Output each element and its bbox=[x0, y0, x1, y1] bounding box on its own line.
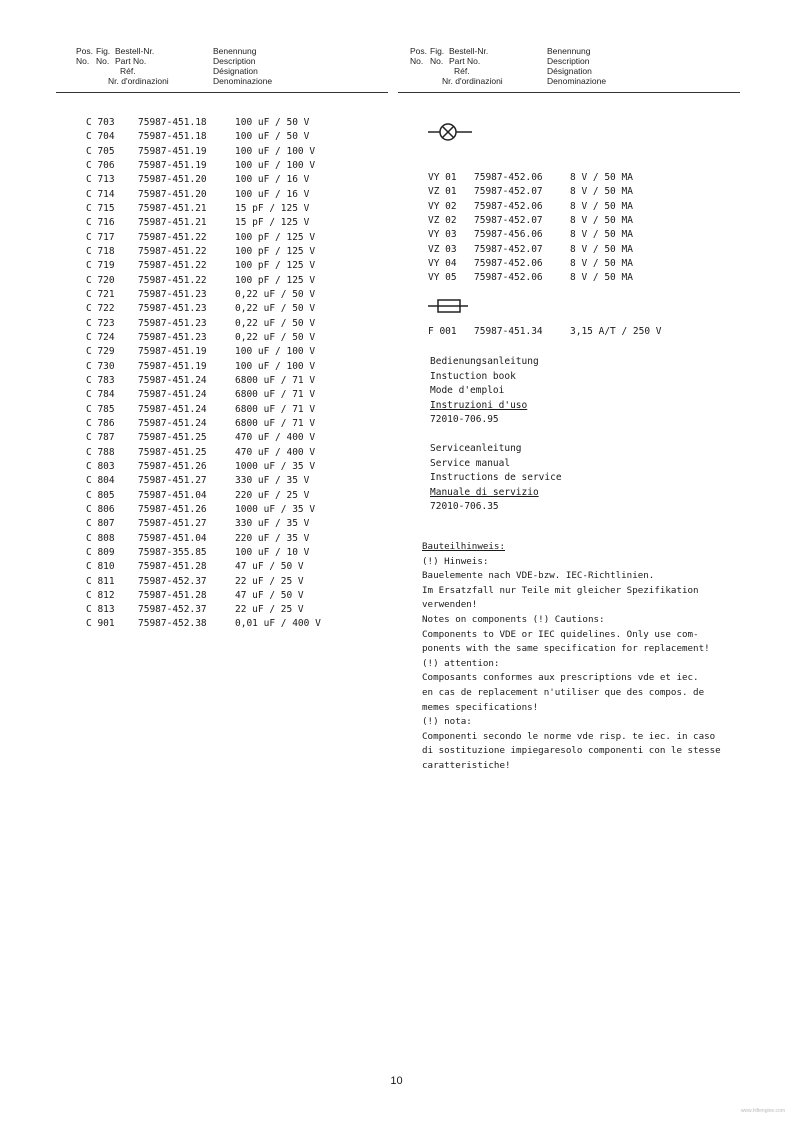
part-value: 0,22 uF / 50 V bbox=[235, 303, 316, 315]
fuse-value: 3,15 A/T / 250 V bbox=[570, 326, 662, 337]
notes-line: di sostituzione impiegaresolo componenti con le stesse bbox=[422, 745, 721, 757]
position-number: C 718 bbox=[86, 245, 115, 257]
part-value: 100 uF / 100 V bbox=[235, 346, 316, 358]
position-number: C 715 bbox=[86, 202, 115, 214]
notes-line: caratteristiche! bbox=[422, 759, 511, 771]
part-number: 75987-451.22 bbox=[138, 231, 207, 243]
position-number: C 713 bbox=[86, 174, 115, 186]
service-manual-block bbox=[430, 442, 562, 515]
part-value: 100 uF / 100 V bbox=[235, 159, 316, 171]
part-value: 15 pF / 125 V bbox=[235, 202, 310, 214]
part-number: 75987-451.26 bbox=[138, 503, 207, 515]
position-number: C 723 bbox=[86, 317, 115, 329]
position-number: C 809 bbox=[86, 546, 115, 558]
watermark: www.hifiengine.com bbox=[740, 1108, 785, 1114]
notes-title: Bauteilhinweis: bbox=[422, 541, 505, 552]
part-number: 75987-451.26 bbox=[138, 460, 207, 472]
part-value: 0,22 uF / 50 V bbox=[235, 331, 316, 343]
position-number: C 721 bbox=[86, 288, 115, 300]
position-number: C 720 bbox=[86, 274, 115, 286]
position-number: C 813 bbox=[86, 604, 115, 616]
part-number: 75987-451.21 bbox=[138, 217, 207, 229]
position-number: C 806 bbox=[86, 503, 115, 515]
desc-label-fr: Désignation bbox=[547, 66, 592, 76]
part-value: 0,22 uF / 50 V bbox=[235, 317, 316, 329]
service-manual-de: Serviceanleitung bbox=[430, 443, 522, 454]
operating-manual-en: Instuction book bbox=[430, 370, 516, 382]
part-number: 75987-451.24 bbox=[138, 389, 207, 401]
part-number: 75987-452.07 bbox=[474, 243, 543, 255]
part-number: 75987-451.20 bbox=[138, 188, 207, 200]
part-number: 75987-451.25 bbox=[138, 446, 207, 458]
operating-manual-de: Bedienungsanleitung bbox=[430, 356, 539, 367]
partno-label-en: Part No. bbox=[115, 56, 147, 66]
desc-label-de: Benennung bbox=[547, 46, 591, 56]
part-number: 75987-452.37 bbox=[138, 604, 207, 616]
fuse-pos: F 001 bbox=[428, 326, 457, 337]
part-number: 75987-451.22 bbox=[138, 245, 207, 257]
part-value: 6800 uF / 71 V bbox=[235, 403, 316, 415]
position-number: C 717 bbox=[86, 231, 115, 243]
notes-line: Bauelemente nach VDE-bzw. IEC-Richtlinien. bbox=[422, 570, 655, 582]
service-manual-fr: Instructions de service bbox=[430, 472, 562, 483]
fuse-part-number: 75987-451.34 bbox=[474, 326, 543, 337]
part-number: 75987-451.04 bbox=[138, 489, 207, 501]
position-number: C 788 bbox=[86, 446, 115, 458]
fig-label: Fig. bbox=[430, 46, 445, 56]
part-number: 75987-451.22 bbox=[138, 260, 207, 272]
position-number: VY 04 bbox=[428, 257, 457, 269]
part-value: 6800 uF / 71 V bbox=[235, 374, 316, 386]
partno-label-it: Nr. d'ordinazioni bbox=[442, 76, 503, 86]
desc-label-it: Denominazione bbox=[213, 76, 273, 86]
part-value: 100 uF / 16 V bbox=[235, 174, 310, 186]
position-number: C 808 bbox=[86, 532, 115, 544]
part-number: 75987-451.25 bbox=[138, 432, 207, 444]
part-value: 100 pF / 125 V bbox=[235, 260, 316, 272]
service-manual-it: Manuale di servizio bbox=[430, 486, 539, 498]
position-number: C 785 bbox=[86, 403, 115, 415]
part-number: 75987-452.06 bbox=[474, 200, 543, 212]
notes-line: (!) nota: bbox=[422, 716, 472, 728]
part-number: 75987-452.07 bbox=[474, 214, 543, 226]
desc-label-it: Denominazione bbox=[547, 76, 607, 86]
position-number: C 803 bbox=[86, 460, 115, 472]
component-notes bbox=[422, 540, 721, 774]
part-value: 100 uF / 100 V bbox=[235, 145, 316, 157]
part-number: 75987-452.06 bbox=[474, 272, 543, 284]
part-value: 220 uF / 25 V bbox=[235, 489, 310, 501]
notes-line: memes specifications! bbox=[422, 701, 539, 713]
position-number: C 810 bbox=[86, 561, 115, 573]
fig-label-2: No. bbox=[96, 56, 110, 66]
position-number: C 783 bbox=[86, 374, 115, 386]
position-number: VY 05 bbox=[428, 272, 457, 284]
position-number: C 787 bbox=[86, 432, 115, 444]
partno-label-fr: Réf. bbox=[454, 66, 470, 76]
part-number: 75987-355.85 bbox=[138, 546, 207, 558]
part-number: 75987-451.23 bbox=[138, 288, 207, 300]
position-number: C 705 bbox=[86, 145, 115, 157]
position-number: VY 02 bbox=[428, 200, 457, 212]
notes-line: (!) attention: bbox=[422, 657, 500, 669]
part-value: 100 pF / 125 V bbox=[235, 274, 316, 286]
desc-label-de: Benennung bbox=[213, 46, 257, 56]
part-number: 75987-452.06 bbox=[474, 257, 543, 269]
part-number: 75987-451.19 bbox=[138, 360, 207, 372]
notes-line: ponents with the same specification for replacement! bbox=[422, 643, 710, 655]
part-number: 75987-451.18 bbox=[138, 117, 207, 128]
position-number: C 716 bbox=[86, 217, 115, 229]
position-number: C 722 bbox=[86, 303, 115, 315]
pos-label-2: No. bbox=[410, 56, 424, 66]
position-number: C 901 bbox=[86, 618, 115, 630]
part-number: 75987-451.23 bbox=[138, 317, 207, 329]
part-number: 75987-452.06 bbox=[474, 172, 543, 183]
notes-line: (!) Hinweis: bbox=[422, 555, 489, 567]
position-number: VZ 02 bbox=[428, 214, 457, 226]
fuse-symbol-icon bbox=[428, 298, 474, 314]
position-number: VY 03 bbox=[428, 229, 457, 241]
part-value: 1000 uF / 35 V bbox=[235, 503, 316, 515]
part-value: 100 uF / 100 V bbox=[235, 360, 316, 372]
part-value: 100 uF / 10 V bbox=[235, 546, 310, 558]
header-rule-left bbox=[56, 92, 388, 93]
part-value: 100 uF / 50 V bbox=[235, 131, 310, 143]
part-number: 75987-451.24 bbox=[138, 374, 207, 386]
partno-label-de: Bestell-Nr. bbox=[449, 46, 489, 56]
pos-label: Pos. bbox=[410, 46, 428, 56]
position-number: C 706 bbox=[86, 159, 115, 171]
part-value: 0,01 uF / 400 V bbox=[235, 618, 321, 630]
part-number: 75987-452.07 bbox=[474, 186, 543, 198]
pos-label-2: No. bbox=[76, 56, 90, 66]
position-number: C 714 bbox=[86, 188, 115, 200]
operating-manual-block bbox=[430, 355, 539, 428]
part-value: 8 V / 50 MA bbox=[570, 272, 633, 284]
part-number: 75987-451.19 bbox=[138, 145, 207, 157]
position-number: C 805 bbox=[86, 489, 115, 501]
position-number: C 724 bbox=[86, 331, 115, 343]
desc-label-fr: Désignation bbox=[213, 66, 258, 76]
part-number: 75987-451.20 bbox=[138, 174, 207, 186]
part-value: 330 uF / 35 V bbox=[235, 518, 310, 530]
position-number: C 807 bbox=[86, 518, 115, 530]
desc-label-en: Description bbox=[547, 56, 590, 66]
service-manual-number: 72010-706.35 bbox=[430, 501, 499, 512]
position-number: C 704 bbox=[86, 131, 115, 143]
notes-line: Notes on components (!) Cautions: bbox=[422, 613, 605, 625]
part-value: 8 V / 50 MA bbox=[570, 229, 633, 241]
partno-label-fr: Réf. bbox=[120, 66, 136, 76]
part-number: 75987-452.38 bbox=[138, 618, 207, 630]
part-number: 75987-451.19 bbox=[138, 346, 207, 358]
part-number: 75987-451.19 bbox=[138, 159, 207, 171]
part-number: 75987-451.24 bbox=[138, 417, 207, 429]
part-value: 1000 uF / 35 V bbox=[235, 460, 316, 472]
part-value: 330 uF / 35 V bbox=[235, 475, 310, 487]
part-value: 8 V / 50 MA bbox=[570, 257, 633, 269]
part-number: 75987-452.37 bbox=[138, 575, 207, 587]
operating-manual-it: Instruzioni d'uso bbox=[430, 399, 528, 411]
part-number: 75987-451.28 bbox=[138, 561, 207, 573]
operating-manual-fr: Mode d'emploi bbox=[430, 385, 505, 396]
part-value: 47 uF / 50 V bbox=[235, 561, 304, 573]
part-value: 100 pF / 125 V bbox=[235, 231, 316, 243]
part-value: 22 uF / 25 V bbox=[235, 575, 304, 587]
notes-line: verwenden! bbox=[422, 599, 478, 611]
part-value: 8 V / 50 MA bbox=[570, 186, 633, 198]
part-number: 75987-451.22 bbox=[138, 274, 207, 286]
part-value: 100 pF / 125 V bbox=[235, 245, 316, 257]
part-number: 75987-451.18 bbox=[138, 131, 207, 143]
part-number: 75987-451.23 bbox=[138, 331, 207, 343]
part-value: 6800 uF / 71 V bbox=[235, 389, 316, 401]
position-number: C 786 bbox=[86, 417, 115, 429]
desc-label-en: Description bbox=[213, 56, 256, 66]
position-number: C 719 bbox=[86, 260, 115, 272]
position-number: VY 01 bbox=[428, 172, 457, 183]
partno-label-it: Nr. d'ordinazioni bbox=[108, 76, 169, 86]
position-number: C 730 bbox=[86, 360, 115, 372]
notes-line: Componenti secondo le norme vde risp. te iec. in caso bbox=[422, 730, 716, 742]
position-number: VZ 03 bbox=[428, 243, 457, 255]
position-number: VZ 01 bbox=[428, 186, 457, 198]
position-number: C 729 bbox=[86, 346, 115, 358]
position-number: C 804 bbox=[86, 475, 115, 487]
part-number: 75987-451.24 bbox=[138, 403, 207, 415]
part-value: 47 uF / 50 V bbox=[235, 589, 304, 601]
page-number: 10 bbox=[390, 1075, 403, 1087]
position-number: C 703 bbox=[86, 117, 115, 128]
part-number: 75987-451.27 bbox=[138, 518, 207, 530]
partno-label-de: Bestell-Nr. bbox=[115, 46, 155, 56]
part-value: 8 V / 50 MA bbox=[570, 214, 633, 226]
part-value: 22 uF / 25 V bbox=[235, 604, 304, 616]
service-manual-en: Service manual bbox=[430, 457, 511, 469]
part-value: 100 uF / 16 V bbox=[235, 188, 310, 200]
notes-line: Im Ersatzfall nur Teile mit gleicher Spezifikation bbox=[422, 584, 699, 596]
part-value: 6800 uF / 71 V bbox=[235, 417, 316, 429]
part-number: 75987-451.04 bbox=[138, 532, 207, 544]
part-value: 0,22 uF / 50 V bbox=[235, 288, 316, 300]
part-value: 220 uF / 35 V bbox=[235, 532, 310, 544]
part-value: 100 uF / 50 V bbox=[235, 117, 310, 128]
part-number: 75987-451.27 bbox=[138, 475, 207, 487]
part-value: 470 uF / 400 V bbox=[235, 432, 316, 444]
part-value: 15 pF / 125 V bbox=[235, 217, 310, 229]
part-number: 75987-451.23 bbox=[138, 303, 207, 315]
partno-label-en: Part No. bbox=[449, 56, 481, 66]
part-value: 8 V / 50 MA bbox=[570, 200, 633, 212]
pos-label: Pos. bbox=[76, 46, 94, 56]
position-number: C 811 bbox=[86, 575, 115, 587]
operating-manual-number: 72010-706.95 bbox=[430, 414, 499, 425]
lamp-symbol-icon bbox=[428, 120, 474, 144]
part-value: 470 uF / 400 V bbox=[235, 446, 316, 458]
notes-line: Composants conformes aux prescriptions vde et iec. bbox=[422, 672, 699, 684]
notes-line: en cas de replacement n'utiliser que des compos. de bbox=[422, 686, 705, 698]
part-number: 75987-456.06 bbox=[474, 229, 543, 241]
part-value: 8 V / 50 MA bbox=[570, 243, 633, 255]
fig-label: Fig. bbox=[96, 46, 111, 56]
part-value: 8 V / 50 MA bbox=[570, 172, 633, 183]
fig-label-2: No. bbox=[430, 56, 444, 66]
part-number: 75987-451.21 bbox=[138, 202, 207, 214]
header-rule-right bbox=[398, 92, 740, 93]
notes-line: Components to VDE or IEC quidelines. Only use com- bbox=[422, 628, 699, 640]
position-number: C 784 bbox=[86, 389, 115, 401]
part-number: 75987-451.28 bbox=[138, 589, 207, 601]
position-number: C 812 bbox=[86, 589, 115, 601]
